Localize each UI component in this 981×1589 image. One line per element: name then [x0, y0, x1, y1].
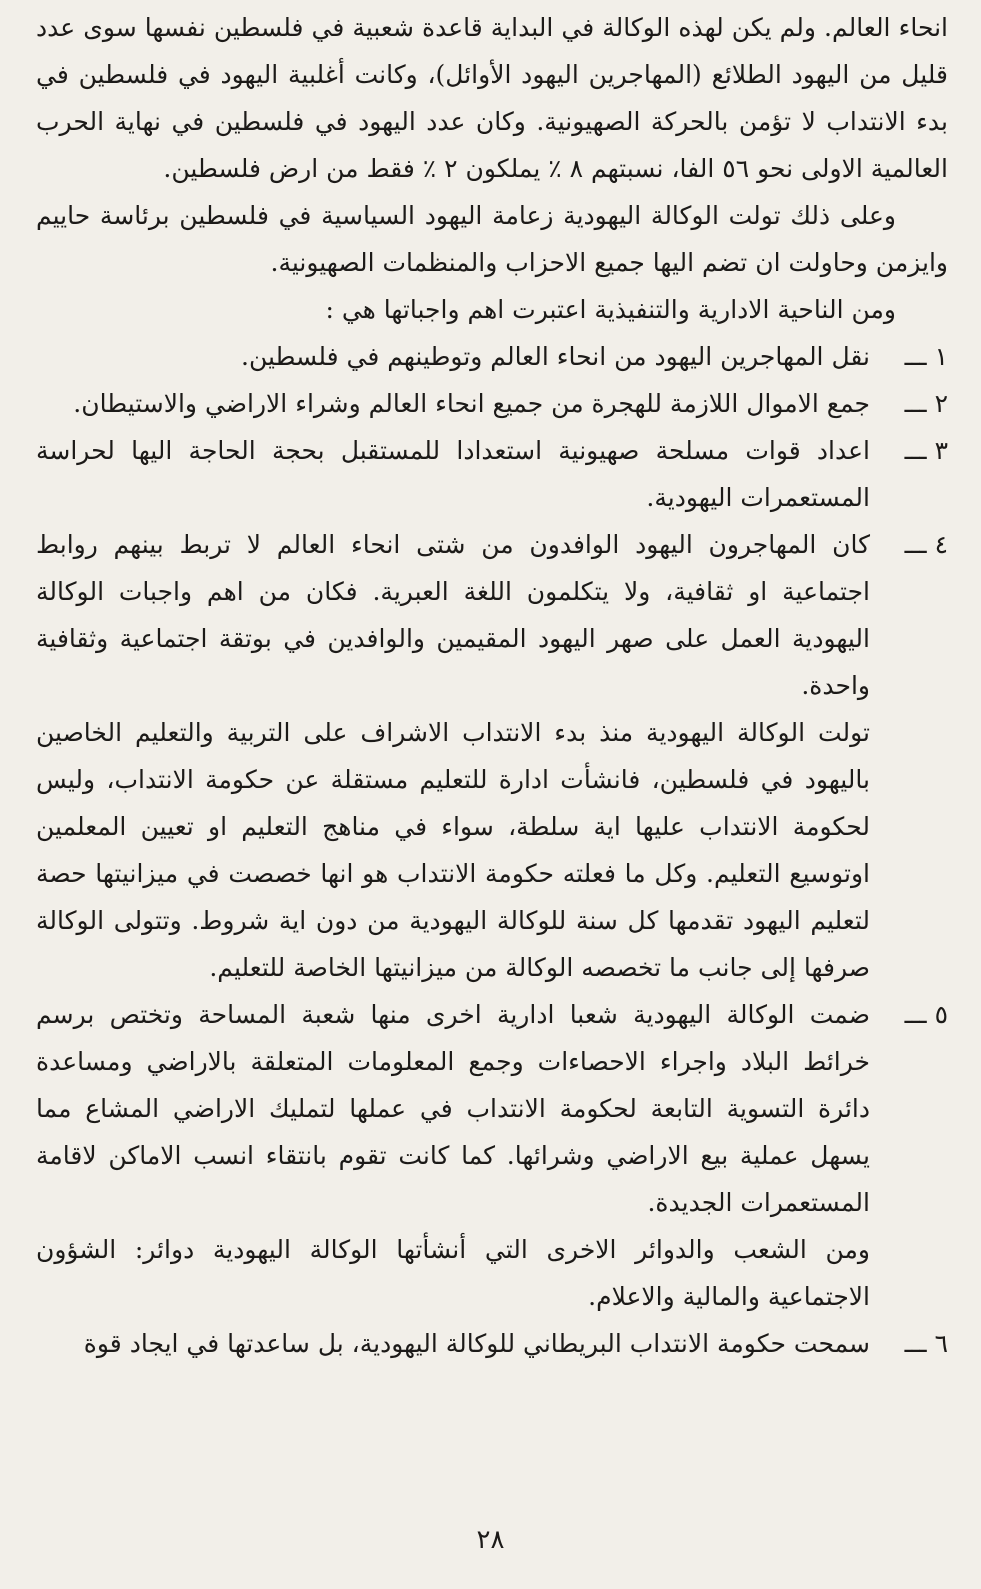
- paragraph-departments: ومن الشعب والدوائر الاخرى التي أنشأتها الوكالة اليهودية دوائر: الشؤون الاجتماعية والمالية والاعلام.: [36, 1235, 871, 1311]
- paragraph-intro: انحاء العالم. ولم يكن لهذه الوكالة في البداية قاعدة شعبية في فلسطين نفسها سوى عدد قليل من اليهود الطلائع (المهاجرين اليهود الأوائل)، وكانت أغلبية اليهود في فلسطين في بدء الانتداب لا تؤمن بالحركة الصهيونية. وكان عدد اليهود في فلسطين في نهاية الحرب العالمية الاولى نحو ٥٦ الفا، نسبتهم ٨ ٪ يملكون ٢ ٪ فقط من ارض فلسطين.: [36, 13, 948, 183]
- list-item-3: [36, 427, 948, 521]
- list-item-text: سمحت حكومة الانتداب البريطاني للوكالة اليهودية، بل ساعدتها في ايجاد قوة: [83, 1329, 870, 1358]
- page-number: ٢٨: [476, 1525, 505, 1555]
- document-page: [36, 4, 948, 1589]
- list-item-number: ٥ ـــ: [904, 1000, 948, 1029]
- list-item-number: ٢ ـــ: [904, 389, 948, 418]
- paragraph-education: تولت الوكالة اليهودية منذ بدء الانتداب الاشراف على التربية والتعليم الخاصين باليهود في فلسطين، فانشأت ادارة للتعليم مستقلة عن حكومة الانتداب، وليس لحكومة الانتداب عليها اية سلطة، سواء في مناهج التعليم او تعيين المعلمين اوتوسيع التعليم. وكل ما فعلته حكومة الانتداب هو انها خصصت في ميزانيتها حصة لتعليم اليهود تقدمها كل سنة للوكالة اليهودية من دون اية شروط. وتتولى الوكالة صرفها إلى جانب ما تخصصه الوكالة من ميزانيتها الخاصة للتعليم.: [36, 718, 870, 982]
- list-item-5: [36, 991, 948, 1226]
- list-item-number: ٤ ـــ: [904, 530, 948, 559]
- paragraph-duties-intro: ومن الناحية الادارية والتنفيذية اعتبرت اهم واجباتها هي :: [325, 295, 896, 324]
- list-item-text: نقل المهاجرين اليهود من انحاء العالم وتوطينهم في فلسطين.: [241, 342, 870, 371]
- paragraph-weizmann: وعلى ذلك تولت الوكالة اليهودية زعامة اليهود السياسية في فلسطين برئاسة حاييم وايزمن وحاولت ان تضم اليها جميع الاحزاب والمنظمات الصهيونية.: [36, 201, 948, 277]
- list-item-number: ١ ـــ: [904, 342, 948, 371]
- list-item-6: [36, 1320, 948, 1367]
- list-item-text: كان المهاجرون اليهود الوافدون من شتى انحاء العالم لا تربط بينهم روابط اجتماعية او ثقافية، ولا يتكلمون اللغة العبرية. فكان من اهم واجبات الوكالة اليهودية العمل على صهر اليهود المقيمين والوافدين في بوتقة اجتماعية وثقافية واحدة.: [36, 530, 870, 700]
- list-item-number: ٣ ـــ: [904, 436, 948, 465]
- list-item-number: ٦ ـــ: [904, 1329, 948, 1358]
- list-item-4: [36, 521, 948, 709]
- list-item-text: اعداد قوات مسلحة صهيونية استعدادا للمستقبل بحجة الحاجة اليها لحراسة المستعمرات اليهودية.: [36, 436, 870, 512]
- list-item-text: جمع الاموال اللازمة للهجرة من جميع انحاء العالم وشراء الاراضي والاستيطان.: [73, 389, 870, 418]
- list-item-1: [36, 333, 948, 380]
- list-item-2: [36, 380, 948, 427]
- list-item-text: ضمت الوكالة اليهودية شعبا ادارية اخرى منها شعبة المساحة وتختص برسم خرائط البلاد واجراء الاحصاءات وجمع المعلومات المتعلقة بالاراضي ومساعدة دائرة التسوية التابعة لحكومة الانتداب في عملها لتمليك الاراضي المشاع مما يسهل عملية بيع الاراضي وشرائها. كما كانت تقوم بانتقاء انسب الاماكن لاقامة المستعمرات الجديدة.: [36, 1000, 870, 1217]
